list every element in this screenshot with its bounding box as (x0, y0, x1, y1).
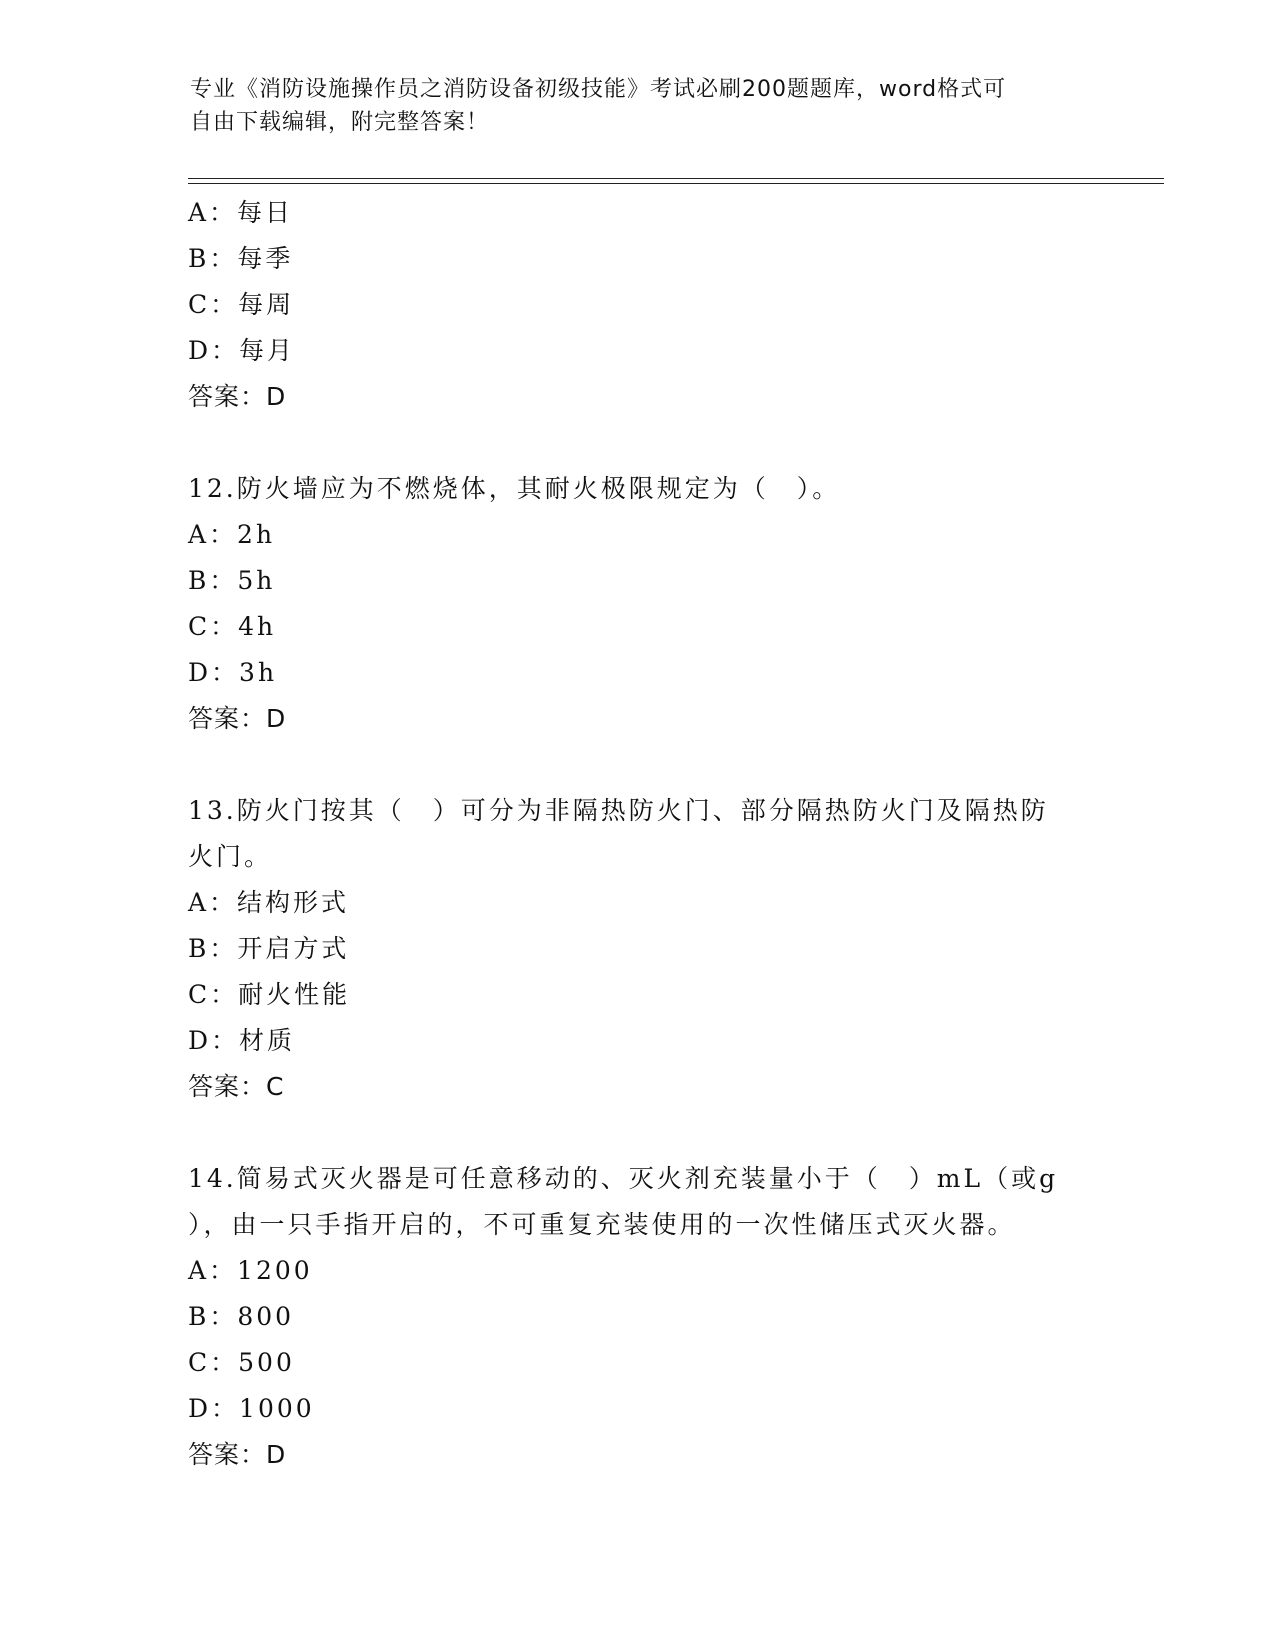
answer: 答案：D (188, 1440, 287, 1469)
question-14 (188, 1156, 1088, 1478)
option-c: C：每周 (188, 290, 295, 319)
option-a: A：2h (188, 520, 276, 549)
question-list (188, 190, 1088, 1478)
answer: 答案：D (188, 704, 287, 733)
option-b: B：每季 (188, 244, 294, 273)
option-d: D：每月 (188, 336, 296, 365)
question-stem: 14.简易式灭火器是可任意移动的、灭火剂充装量小于（ ）mL（或g (188, 1164, 1059, 1193)
option-a: A：结构形式 (188, 888, 350, 917)
question-13 (188, 788, 1088, 1110)
question-11 (188, 190, 1088, 420)
option-c: C：4h (188, 612, 277, 641)
option-d: D：材质 (188, 1026, 296, 1055)
question-stem: 13.防火门按其（ ）可分为非隔热防火门、部分隔热防火门及隔热防 (188, 796, 1049, 825)
option-c: C：耐火性能 (188, 980, 351, 1009)
question-spacer (188, 420, 1088, 466)
option-b: B：5h (188, 566, 276, 595)
question-spacer (188, 742, 1088, 788)
option-b: B：800 (188, 1302, 295, 1331)
option-a: A：1200 (188, 1256, 313, 1285)
document-header (190, 73, 1090, 139)
answer: 答案：C (188, 1072, 285, 1101)
option-b: B：开启方式 (188, 934, 350, 963)
question-stem: 12.防火墙应为不燃烧体，其耐火极限规定为（ ）。 (188, 474, 841, 503)
option-d: D：3h (188, 658, 278, 687)
question-stem-continued: 火门。 (188, 842, 273, 871)
header-divider-top (188, 178, 1164, 179)
question-spacer (188, 1110, 1088, 1156)
question-12 (188, 466, 1088, 742)
option-d: D：1000 (188, 1394, 315, 1423)
header-line-1: 专业《消防设施操作员之消防设备初级技能》考试必刷200题题库，word格式可 (190, 77, 1007, 102)
option-c: C：500 (188, 1348, 295, 1377)
header-divider-bottom (188, 183, 1164, 184)
answer: 答案：D (188, 382, 287, 411)
option-a: A：每日 (188, 198, 294, 227)
question-stem-continued: ），由一只手指开启的，不可重复充装使用的一次性储压式灭火器。 (188, 1210, 1016, 1239)
header-line-2: 自由下载编辑，附完整答案！ (190, 110, 490, 135)
